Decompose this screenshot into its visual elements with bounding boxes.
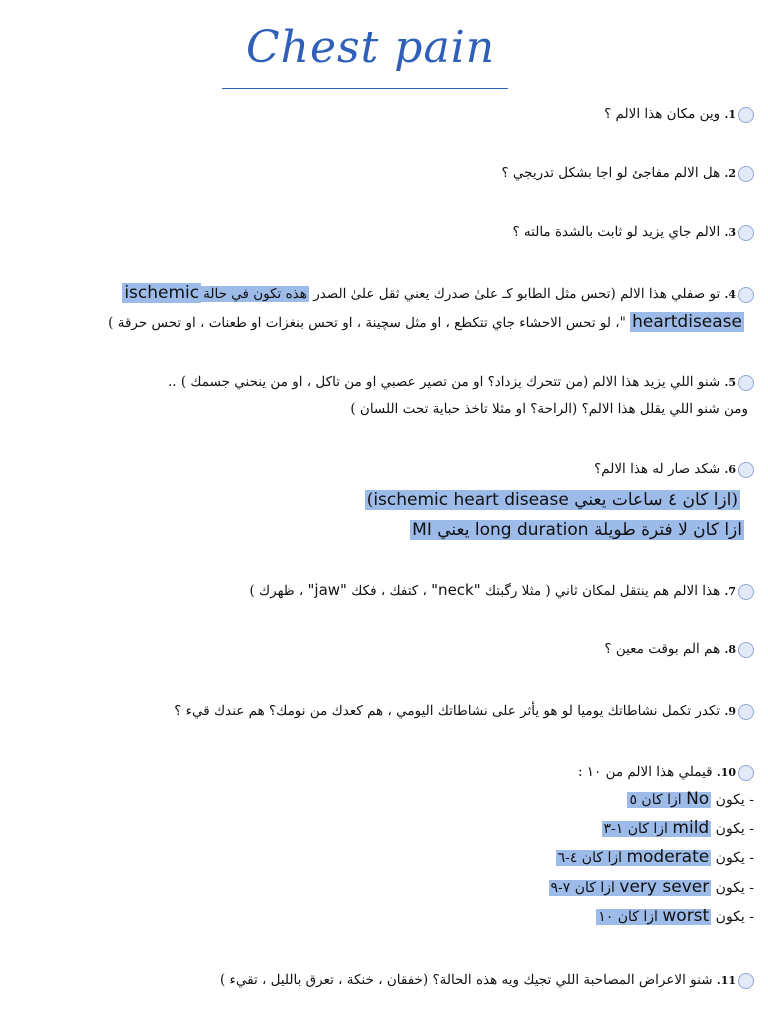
question-number: 6. — [724, 463, 736, 476]
question-5-line-2 — [350, 399, 748, 419]
question-text: الالم جاي يزيد لو ثابت بالشدة مالته ؟ — [512, 224, 721, 240]
question-7 — [249, 580, 754, 602]
question-number-circle — [738, 225, 754, 241]
rating-prefix: - يكون — [715, 880, 754, 896]
question-number: 2. — [724, 167, 736, 180]
question-3 — [512, 222, 754, 243]
question-text: شنو اللي يزيد هذا الالم (من تتحرك يزداد؟ او من تصير عصبي او من تاكل ، او من ينحني جسمك ) .. — [167, 374, 721, 390]
rating-item — [602, 818, 755, 839]
rating-term: worst — [662, 906, 710, 926]
question-10 — [578, 762, 754, 783]
rating-term: very sever — [619, 877, 710, 897]
rating-term: No — [686, 789, 710, 809]
question-5-line-1 — [168, 372, 754, 393]
question-text-end: ، ظهرك ) — [249, 583, 304, 599]
question-4-line-1 — [122, 283, 754, 305]
question-number-circle — [738, 704, 754, 720]
question-number: 11. — [716, 974, 736, 987]
rating-term: moderate — [626, 847, 710, 867]
question-text: هم الم بوقت معين ؟ — [604, 641, 721, 657]
question-number: 1. — [724, 108, 736, 121]
rating-range: ازا كان ١-٣ — [603, 821, 668, 837]
answer-middle: يعني — [437, 520, 470, 540]
rating-prefix: - يكون — [715, 909, 754, 925]
question-text: تكدر تكمل نشاطاتك يوميا لو هو يأثر على نشاطاتك اليومي ، هم كعدك من نومك؟ هم عندك قيء ؟ — [174, 703, 721, 719]
question-number-circle — [738, 375, 754, 391]
question-text-middle: ، كتفك ، فكك — [351, 583, 427, 599]
question-number: 10. — [716, 766, 736, 779]
rating-range: ازا كان ١٠ — [598, 909, 658, 925]
rating-item — [556, 847, 754, 868]
question-number-circle — [738, 166, 754, 182]
highlighted-text — [556, 847, 712, 867]
term-jaw: "jaw" — [307, 581, 347, 599]
rating-prefix: - يكون — [715, 850, 754, 866]
rating-item — [549, 877, 755, 898]
highlighted-text — [596, 906, 711, 926]
question-text: هذا الالم هم ينتقل لمكان ثاني ( مثلا رگبتك — [484, 583, 721, 599]
rating-range: ازا كان ٤-٦ — [557, 850, 623, 866]
question-number-circle — [738, 584, 754, 600]
term-mi: MI — [412, 520, 432, 540]
rating-item — [627, 789, 754, 810]
rating-term: mild — [672, 818, 710, 838]
question-text: شنو الاعراض المصاحبة اللي تجيك ويه هذه الحالة؟ (خفقان ، خنكة ، تعرق بالليل ، تقيء ) — [219, 972, 713, 988]
question-text-continued: ومن شنو اللي يقلل هذا الالم؟ (الراحة؟ او مثلا تاخذ حباية تحت اللسان ) — [350, 401, 748, 417]
highlighted-term-heartdisease: heartdisease — [632, 312, 742, 332]
question-number-circle — [738, 287, 754, 303]
question-number: 7. — [724, 585, 736, 598]
question-number-circle — [738, 642, 754, 658]
highlighted-text — [549, 877, 712, 897]
question-6-answer-2 — [410, 518, 744, 542]
highlighted-term-ischemic: ischemic — [124, 283, 200, 303]
highlighted-text — [602, 818, 712, 838]
question-number-circle — [738, 765, 754, 781]
rating-range: ازا كان ٧-٩ — [550, 880, 615, 896]
term-ischemic-heart-disease: ischemic heart disease — [373, 490, 569, 510]
title-underline — [222, 88, 508, 89]
question-4-line-2 — [108, 312, 744, 333]
question-11 — [220, 970, 754, 991]
question-6 — [594, 459, 754, 480]
question-number-circle — [738, 973, 754, 989]
question-number-circle — [738, 462, 754, 478]
question-number: 8. — [724, 643, 736, 656]
answer-prefix: (ازا كان ٤ ساعات يعني — [574, 490, 738, 510]
question-text: تو صفلي هذا الالم (تحس مثل الطابو كـ علىٰ صدرك يعني ثقل علىٰ الصدر — [313, 286, 721, 302]
question-number: 9. — [724, 705, 736, 718]
question-number: 5. — [724, 376, 736, 389]
question-number: 4. — [724, 288, 736, 301]
question-text: وين مكان هذا الالم ؟ — [604, 106, 721, 122]
highlighted-text: هذه تكون في حالة — [203, 286, 307, 302]
answer-prefix: ازا كان لا فترة طويلة — [593, 520, 742, 540]
answer-close: ) — [366, 490, 374, 510]
question-9 — [174, 701, 754, 722]
page-title: Chest pain — [246, 22, 496, 73]
question-text-continued: "، لو تحس الاحشاء جاي تتكطع ، او مثل سچينة ، او تحس بنغزات او طعنات ، او تحس حرقة ) — [108, 315, 626, 331]
question-6-answer-1 — [365, 488, 740, 512]
question-8 — [604, 639, 754, 660]
question-1 — [604, 104, 754, 125]
rating-item — [596, 906, 754, 927]
question-2 — [501, 163, 754, 184]
rating-prefix: - يكون — [715, 821, 754, 837]
rating-range: ازا كان ٥ — [629, 792, 682, 808]
highlighted-text — [365, 490, 740, 510]
highlighted-text — [410, 520, 744, 540]
term-neck: "neck" — [431, 581, 481, 599]
question-text: هل الالم مفاجئ لو اجا بشكل تدريجي ؟ — [501, 165, 721, 181]
question-text: قيملي هذا الالم من ١٠ : — [577, 764, 713, 780]
question-text: شكد صار له هذا الالم؟ — [594, 461, 721, 477]
rating-prefix: - يكون — [715, 792, 754, 808]
question-number-circle — [738, 107, 754, 123]
highlighted-text — [627, 789, 711, 809]
term-long-duration: long duration — [474, 520, 589, 540]
question-number: 3. — [724, 226, 736, 239]
